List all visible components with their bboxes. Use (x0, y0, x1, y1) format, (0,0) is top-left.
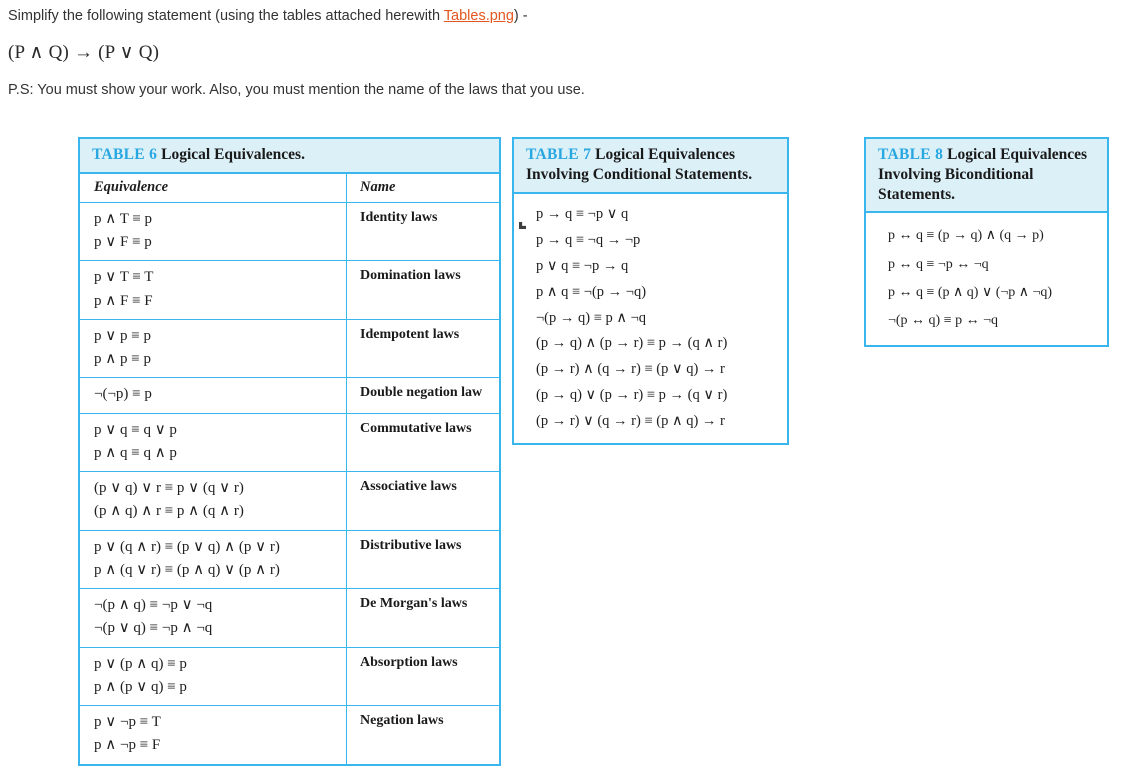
table-row (80, 647, 499, 706)
equivalence-line: p ∨ q ≡ ¬p → q (536, 257, 629, 274)
table-6-equivalence-cell (80, 319, 347, 378)
equivalence-line: p ∨ (p ∧ q) ≡ p (94, 655, 187, 672)
table-6-number: TABLE 6 (92, 146, 158, 163)
table-row (80, 589, 499, 648)
equivalence-line: p ∧ (p ∨ q) ≡ p (94, 678, 187, 695)
equivalence-line: ¬(p ↔ q) ≡ p ↔ ¬q (888, 313, 999, 329)
equivalence-line: p ↔ q ≡ ¬p ↔ ¬q (888, 256, 989, 272)
table-6-equivalence-cell (80, 647, 347, 706)
equivalence-line: (p ∧ q) ∧ r ≡ p ∧ (q ∧ r) (94, 503, 244, 520)
table-6-law-name-cell: Idempotent laws (347, 319, 500, 378)
table-6-equivalence-cell (80, 413, 347, 472)
table-6-equivalence-cell (80, 378, 347, 413)
table-6-column-header-name: Name (347, 174, 500, 203)
table-7-number: TABLE 7 (526, 146, 592, 163)
table-6-equivalence-cell (80, 530, 347, 589)
table-row (80, 202, 499, 261)
equivalence-line: p ∧ q ≡ ¬(p → ¬q) (536, 283, 647, 300)
equivalence-line: p ∧ T ≡ p (94, 210, 153, 227)
table-6-law-name-cell: Double negation law (347, 378, 500, 413)
table-row (80, 706, 499, 764)
equivalence-line: p ∧ (q ∨ r) ≡ (p ∧ q) ∨ (p ∧ r) (94, 561, 280, 578)
table-8-caption (866, 139, 1107, 213)
table-7-body (514, 194, 787, 444)
equivalence-line: (p → q) ∧ (p → r) ≡ p → (q ∧ r) (536, 335, 728, 352)
table-row (80, 530, 499, 589)
equivalence-line: p ∨ q ≡ q ∨ p (94, 421, 177, 438)
equivalence-line: (p → r) ∧ (q → r) ≡ (p ∨ q) → r (536, 361, 725, 378)
table-row (80, 413, 499, 472)
equivalence-line: ¬(p ∨ q) ≡ ¬p ∧ ¬q (94, 620, 213, 637)
question-postscript: P.S: You must show your work. Also, you must mention the name of the laws that you use. (8, 82, 585, 99)
table-8-title: Logical Equivalences Involving Biconditional Statements. (878, 146, 1088, 203)
question-prompt-text-after: ) - (513, 8, 528, 24)
table-6-law-name-cell: Absorption laws (347, 647, 500, 706)
table-7-caption (514, 139, 787, 194)
table-row (80, 472, 499, 531)
table-8 (864, 137, 1109, 347)
equivalence-line: p ∧ q ≡ q ∧ p (94, 444, 177, 461)
equivalence-line: p ↔ q ≡ (p ∧ q) ∨ (¬p ∧ ¬q) (888, 284, 1053, 300)
equivalence-line: p ∨ F ≡ p (94, 234, 152, 251)
table-6-law-name-cell: De Morgan's laws (347, 589, 500, 648)
table-6-equivalence-cell (80, 706, 347, 764)
table-6-equivalence-cell (80, 202, 347, 261)
table-6-grid (80, 174, 499, 764)
table-row (80, 261, 499, 320)
table-6-equivalence-cell (80, 472, 347, 531)
equivalence-line: p ∨ p ≡ p (94, 327, 151, 344)
equivalence-line: ¬(p → q) ≡ p ∧ ¬q (536, 309, 647, 326)
table-6-column-header-equivalence: Equivalence (94, 178, 169, 195)
question-formula: (P ∧ Q) → (P ∨ Q) (8, 41, 160, 63)
equivalence-line: p ∨ T ≡ T (94, 269, 154, 286)
question-prompt (8, 6, 1108, 28)
equivalence-line: (p ∨ q) ∨ r ≡ p ∨ (q ∨ r) (94, 480, 244, 497)
question-block (8, 6, 1108, 102)
equivalence-line: p ↔ q ≡ (p → q) ∧ (q → p) (888, 228, 1044, 244)
attachment-link[interactable]: Tables.png (443, 8, 514, 24)
table-6-law-name-cell: Negation laws (347, 706, 500, 764)
table-6-law-name-cell: Domination laws (347, 261, 500, 320)
table-row (80, 378, 499, 413)
table-6-law-name-cell: Distributive laws (347, 530, 500, 589)
table-8-number: TABLE 8 (878, 146, 944, 163)
table-6-title: Logical Equivalences. (161, 146, 305, 163)
equivalence-line: p ∧ ¬p ≡ F (94, 737, 161, 754)
table-6-law-name-cell: Associative laws (347, 472, 500, 531)
question-prompt-text-before: Simplify the following statement (using the tables attached herewith (8, 8, 444, 24)
table-6 (78, 137, 501, 766)
table-7-title: Logical Equivalences Involving Conditional Statements. (526, 146, 753, 183)
table-6-equivalence-cell (80, 261, 347, 320)
table-row (80, 319, 499, 378)
table-6-header-row (80, 174, 499, 203)
table-6-caption (80, 139, 499, 174)
equivalence-line: p ∧ p ≡ p (94, 351, 151, 368)
equivalence-line: ¬(¬p) ≡ p (94, 386, 152, 403)
equivalence-line: p → q ≡ ¬p ∨ q (536, 206, 629, 223)
equivalence-line: p → q ≡ ¬q → ¬p (536, 232, 641, 248)
equivalence-line: p ∨ ¬p ≡ T (94, 714, 161, 731)
table-7 (512, 137, 789, 445)
equivalence-line: (p → q) ∨ (p → r) ≡ p → (q ∨ r) (536, 387, 728, 404)
equivalence-line: ¬(p ∧ q) ≡ ¬p ∨ ¬q (94, 597, 213, 614)
equivalence-line: (p → r) ∨ (q → r) ≡ (p ∧ q) → r (536, 412, 725, 429)
table-6-equivalence-cell (80, 589, 347, 648)
table-8-body (866, 213, 1107, 345)
table-6-law-name-cell: Commutative laws (347, 413, 500, 472)
equivalence-line: p ∨ (q ∧ r) ≡ (p ∨ q) ∧ (p ∨ r) (94, 538, 280, 555)
table-6-law-name-cell: Identity laws (347, 202, 500, 261)
equivalence-line: p ∧ F ≡ F (94, 292, 153, 309)
